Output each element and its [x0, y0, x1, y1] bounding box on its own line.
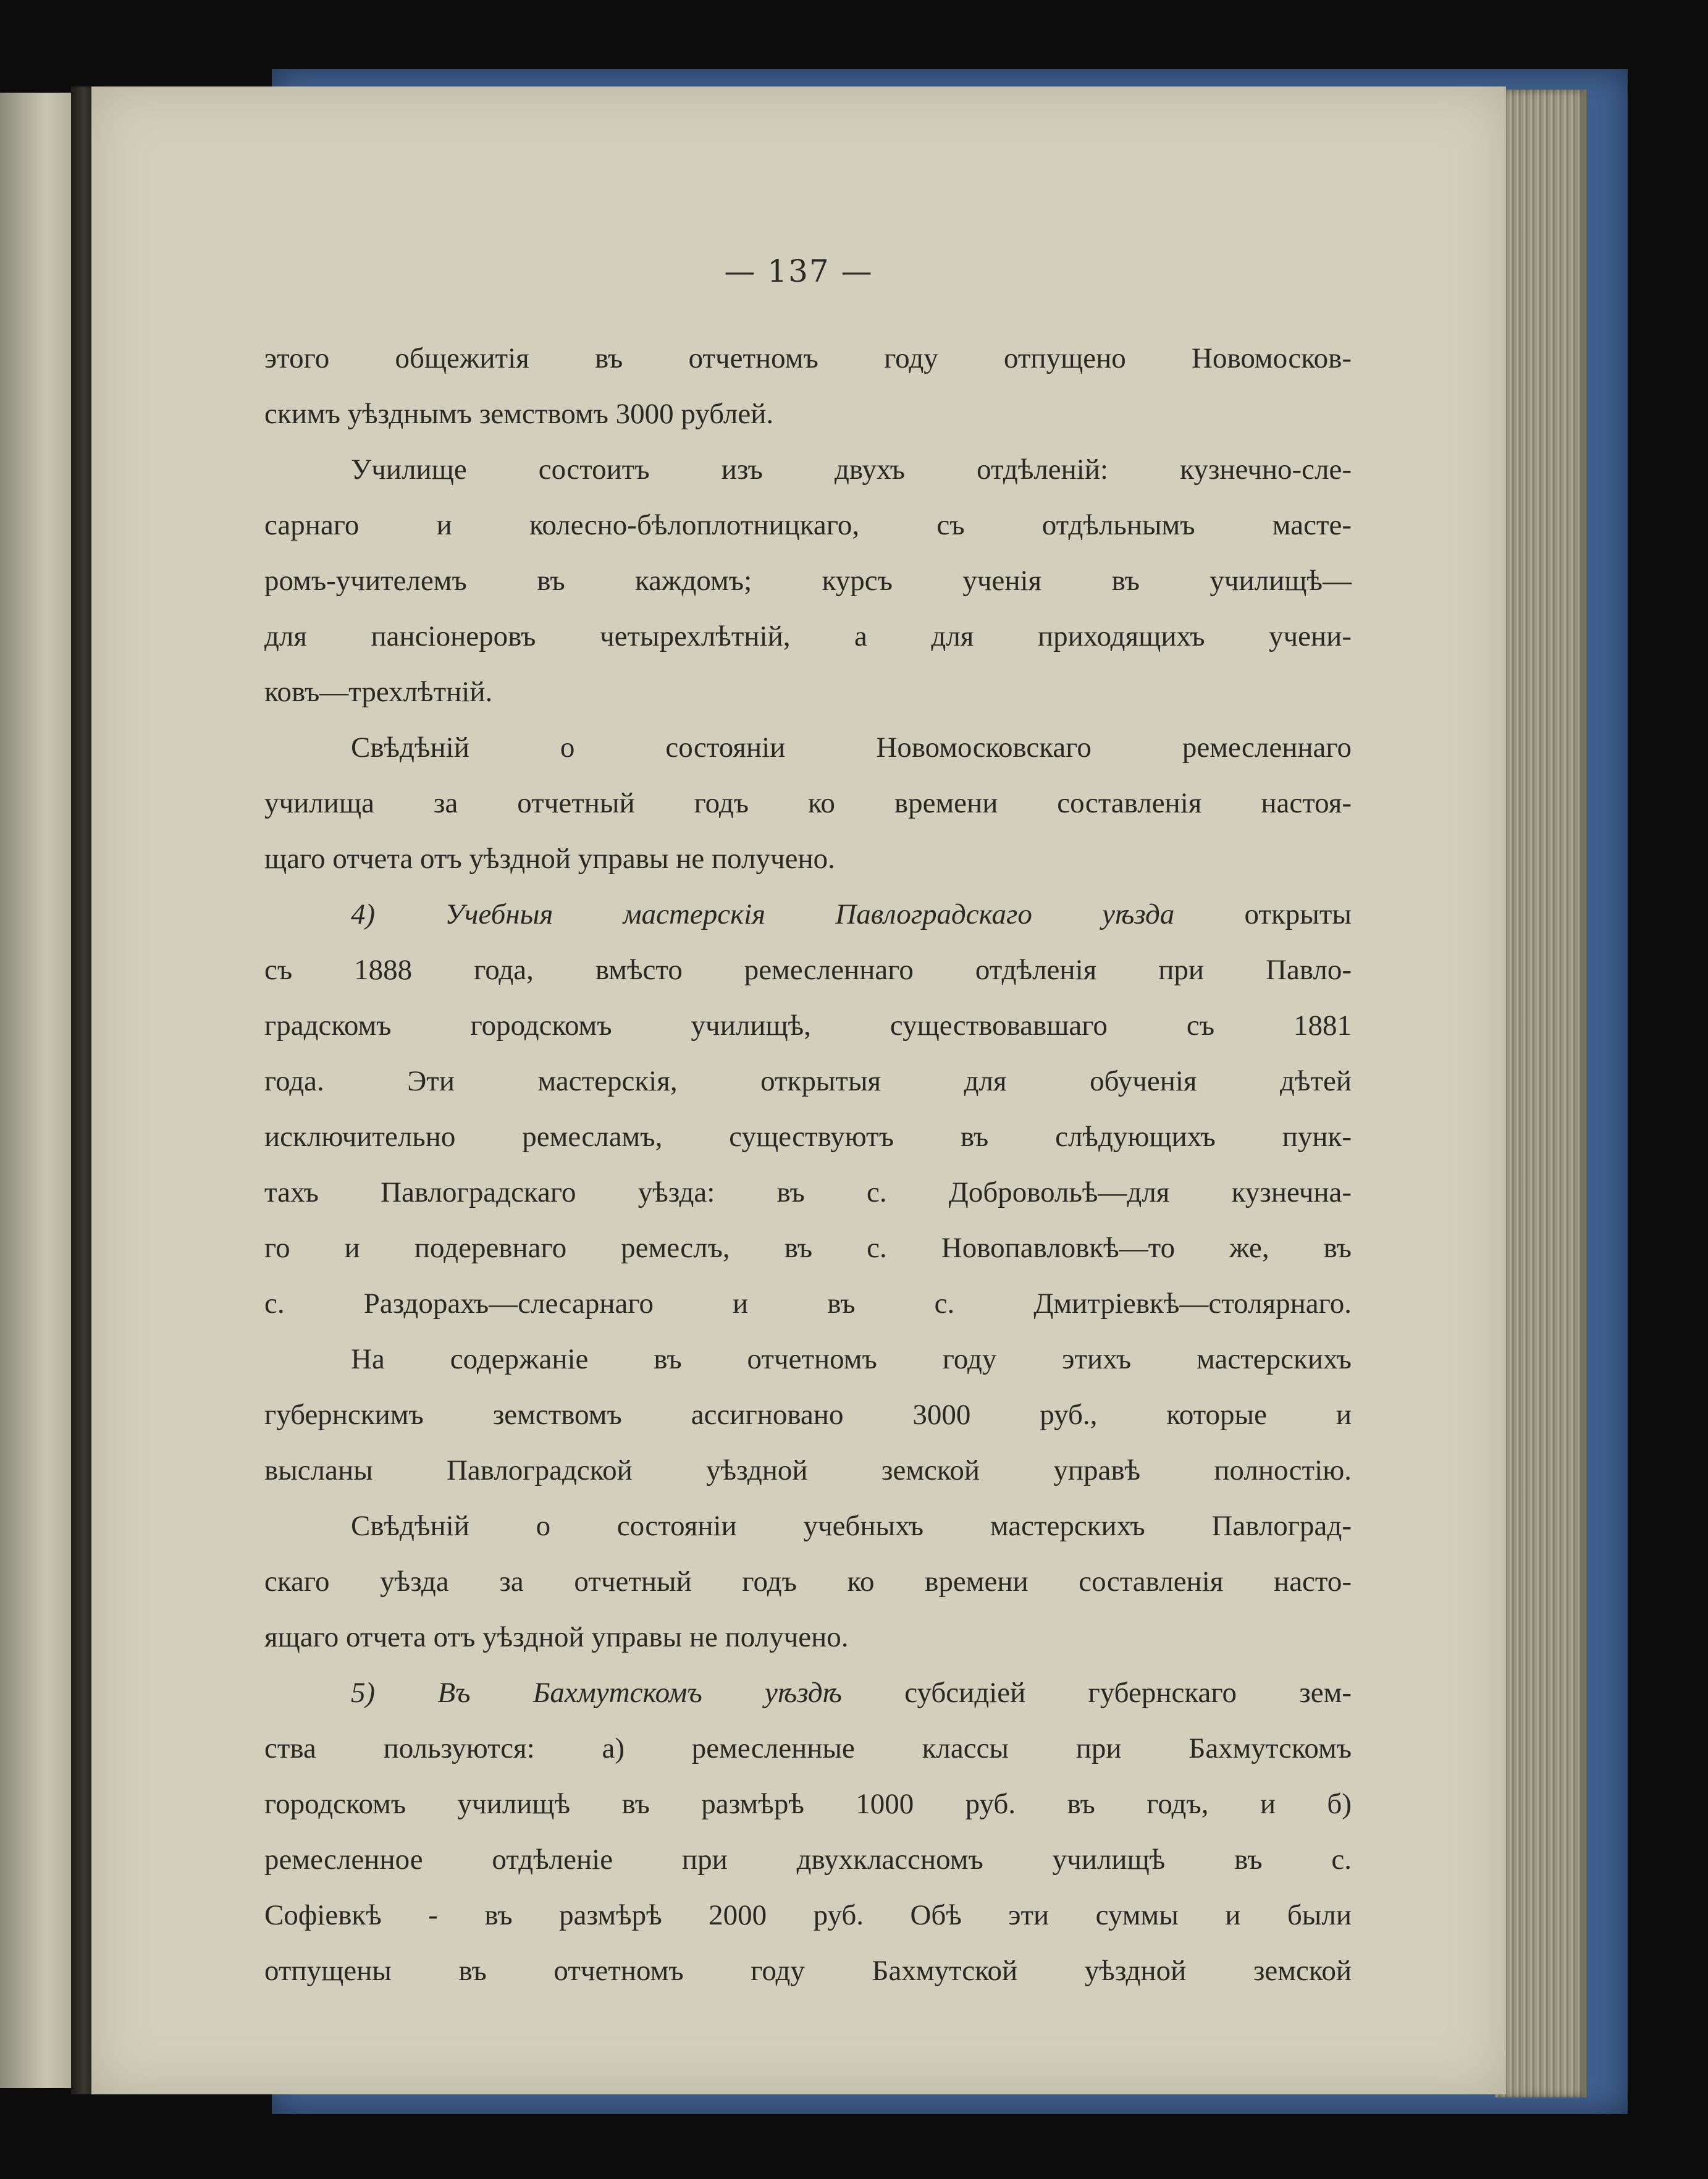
text-line: тахъ Павлоградскаго уѣзда: въ с. Добровольѣ—для кузнечна- — [264, 1176, 1352, 1208]
line-text: субсидіей губернскаго зем- — [904, 1677, 1352, 1709]
page-edges — [1495, 90, 1588, 2097]
text-line: Софіевкѣ - въ размѣрѣ 2000 руб. Обѣ эти суммы и были — [264, 1899, 1352, 1931]
text-line: ромъ-учителемъ въ каждомъ; курсъ ученія въ училищѣ— — [264, 565, 1352, 597]
text-line: с. Раздорахъ—слесарнаго и въ с. Дмитріевкѣ—столярнаго. — [264, 1288, 1352, 1320]
text-line: этого общежитія въ отчетномъ году отпущено Новомосков- — [264, 342, 1352, 374]
italic-heading: 5) Въ Бахмутскомъ уѣздѣ — [351, 1677, 843, 1709]
text-line: градскомъ городскомъ училищѣ, существовавшаго съ 1881 — [264, 1009, 1352, 1042]
text-line: городскомъ училищѣ въ размѣрѣ 1000 руб. въ годъ, и б) — [264, 1788, 1352, 1820]
text-line: Училище состоитъ изъ двухъ отдѣленій: кузнечно-сле- — [351, 453, 1352, 486]
text-line: го и подеревнаго ремеслъ, въ с. Новопавловкѣ—то же, въ — [264, 1232, 1352, 1264]
book-page — [91, 86, 1506, 2094]
text-line: ящаго отчета отъ уѣздной управы не получено. — [264, 1621, 849, 1653]
text-line: исключительно ремесламъ, существуютъ въ слѣдующихъ пунк- — [264, 1121, 1352, 1153]
text-line: сарнаго и колесно-бѣлоплотницкаго, съ отдѣльнымъ масте- — [264, 509, 1352, 541]
text-line: щаго отчета отъ уѣздной управы не получено. — [264, 843, 835, 875]
text-line — [264, 1665, 1352, 1721]
text-line — [264, 887, 1352, 942]
text-line: для пансіонеровъ четырехлѣтній, а для приходящихъ учени- — [264, 620, 1352, 652]
body-text — [264, 331, 1352, 1999]
text-line: высланы Павлоградской уѣздной земской управѣ полностію. — [264, 1454, 1352, 1486]
text-line: ковъ—трехлѣтній. — [264, 676, 493, 708]
text-line: скимъ уѣзднымъ земствомъ 3000 рублей. — [264, 398, 774, 430]
text-line: На содержаніе въ отчетномъ году этихъ мастерскихъ — [351, 1343, 1352, 1375]
text-line: ства пользуются: а) ремесленные классы при Бахмутскомъ — [264, 1732, 1352, 1764]
text-line: года. Эти мастерскія, открытыя для обученія дѣтей — [264, 1065, 1352, 1097]
line-text: открыты — [1244, 898, 1352, 930]
page-number: — 137 — — [724, 253, 873, 289]
text-line: губернскимъ земствомъ ассигновано 3000 руб., которые и — [264, 1399, 1352, 1431]
text-line: ремесленное отдѣленіе при двухклассномъ училищѣ въ с. — [264, 1844, 1352, 1876]
text-line: Свѣдѣній о состояніи учебныхъ мастерскихъ Павлоград- — [351, 1510, 1352, 1542]
text-line: Свѣдѣній о состояніи Новомосковскаго ремесленнаго — [351, 731, 1352, 764]
text-line: скаго уѣзда за отчетный годъ ко времени составленія насто- — [264, 1566, 1352, 1598]
text-line: отпущены въ отчетномъ году Бахмутской уѣздной земской — [264, 1955, 1352, 1987]
text-line: съ 1888 года, вмѣсто ремесленнаго отдѣленія при Павло- — [264, 954, 1352, 986]
text-line: училища за отчетный годъ ко времени составленія настоя- — [264, 787, 1352, 819]
italic-heading: 4) Учебныя мастерскія Павлоградскаго уѣзда — [351, 898, 1175, 930]
